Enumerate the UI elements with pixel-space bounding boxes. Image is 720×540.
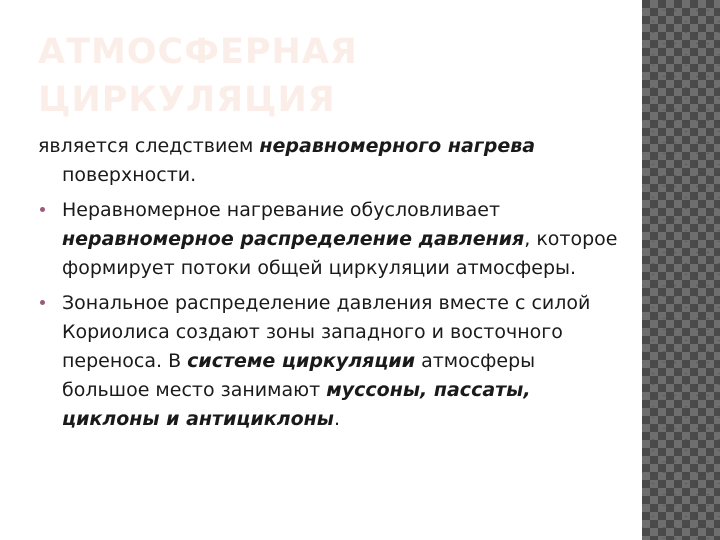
bullet-2-text-1: Зональное распределение давления вместе с силой Кориолиса создают зоны западного и восточного переноса. В [62, 292, 591, 372]
bullet-item [38, 289, 628, 434]
intro-text-1: является следствием [38, 135, 260, 157]
bullet-2-emphasis-2: муссоны, пассаты, циклоны и антициклоны [62, 379, 531, 430]
slide-title-line-1: АТМОСФЕРНАЯ [38, 32, 358, 72]
bullet-2-text-2: атмосферы большое место занимают [62, 350, 536, 401]
intro-text-2: поверхности. [62, 164, 197, 186]
bullet-2-text-3: . [333, 408, 341, 430]
slide-body [38, 132, 628, 440]
bullet-dot-icon [40, 300, 45, 305]
decorative-pattern-band [642, 0, 720, 540]
bullet-1-text-2: , которое формирует потоки общей циркуляции атмосферы. [62, 228, 618, 279]
intro-emphasis: неравномерного нагрева [259, 135, 536, 157]
slide-title-line-2: ЦИРКУЛЯЦИЯ [38, 80, 336, 120]
bullet-1-text-1: Неравномерное нагревание обусловливает [62, 199, 501, 221]
bullet-item [38, 196, 628, 283]
bullet-dot-icon [40, 207, 45, 212]
slide-title [38, 28, 628, 124]
intro-paragraph [38, 132, 628, 190]
bullet-1-emphasis: неравномерное распределение давления [62, 228, 525, 250]
bullet-2-emphasis-1: системе циркуляции [187, 350, 416, 372]
